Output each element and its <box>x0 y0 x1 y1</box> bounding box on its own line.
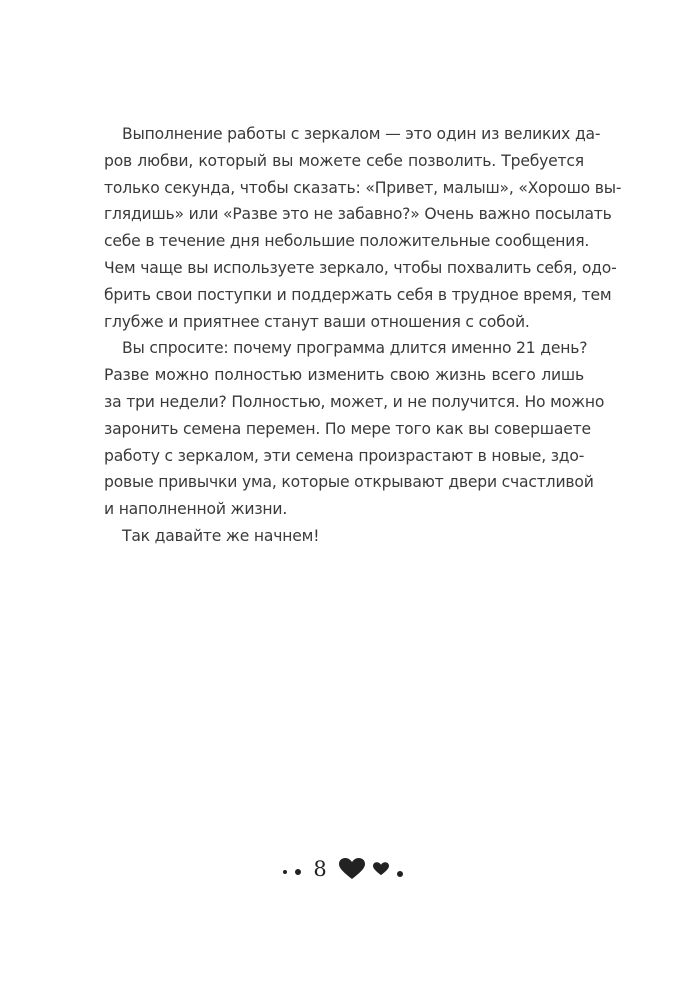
text-line: работу с зеркалом, эти семена произрастают в новые, здо- <box>104 446 585 465</box>
page-footer <box>0 857 686 881</box>
text-line: Выполнение работы с зеркалом — это один из великих да- <box>122 125 601 143</box>
text-line: Разве можно полностью изменить свою жизнь всего лишь <box>104 366 584 385</box>
text-line: себе в течение дня небольшие положительные сообщения. <box>104 232 590 251</box>
body-text <box>104 121 622 550</box>
text-line: и наполненной жизни. <box>104 500 288 519</box>
text-line: только секунда, чтобы сказать: «Привет, малыш», «Хорошо вы- <box>104 178 622 197</box>
page-number: 8 <box>313 857 327 881</box>
heart-icon <box>339 858 365 880</box>
text-line: Так давайте же начнем! <box>122 526 320 545</box>
heart-small-icon <box>373 862 389 876</box>
dot-ornament-icon <box>295 869 301 875</box>
dot-ornament-icon <box>397 871 403 877</box>
text-line: заронить семена перемен. По мере того как вы совершаете <box>104 419 591 438</box>
text-line: Чем чаще вы используете зеркало, чтобы похвалить себя, одо- <box>104 258 617 277</box>
text-line: глядишь» или «Разве это не забавно?» Очень важно посылать <box>104 205 612 224</box>
dot-ornament-icon <box>283 870 287 874</box>
text-line: брить свои поступки и поддержать себя в трудное время, тем <box>104 285 612 304</box>
text-line: Вы спросите: почему программа длится именно 21 день? <box>122 339 588 358</box>
text-line: глубже и приятнее станут ваши отношения с собой. <box>104 312 530 331</box>
text-line: за три недели? Полностью, может, и не получится. Но можно <box>104 392 605 411</box>
text-line: ров любви, который вы можете себе позволить. Требуется <box>104 151 584 170</box>
text-line: ровые привычки ума, которые открывают двери счастливой <box>104 473 594 492</box>
